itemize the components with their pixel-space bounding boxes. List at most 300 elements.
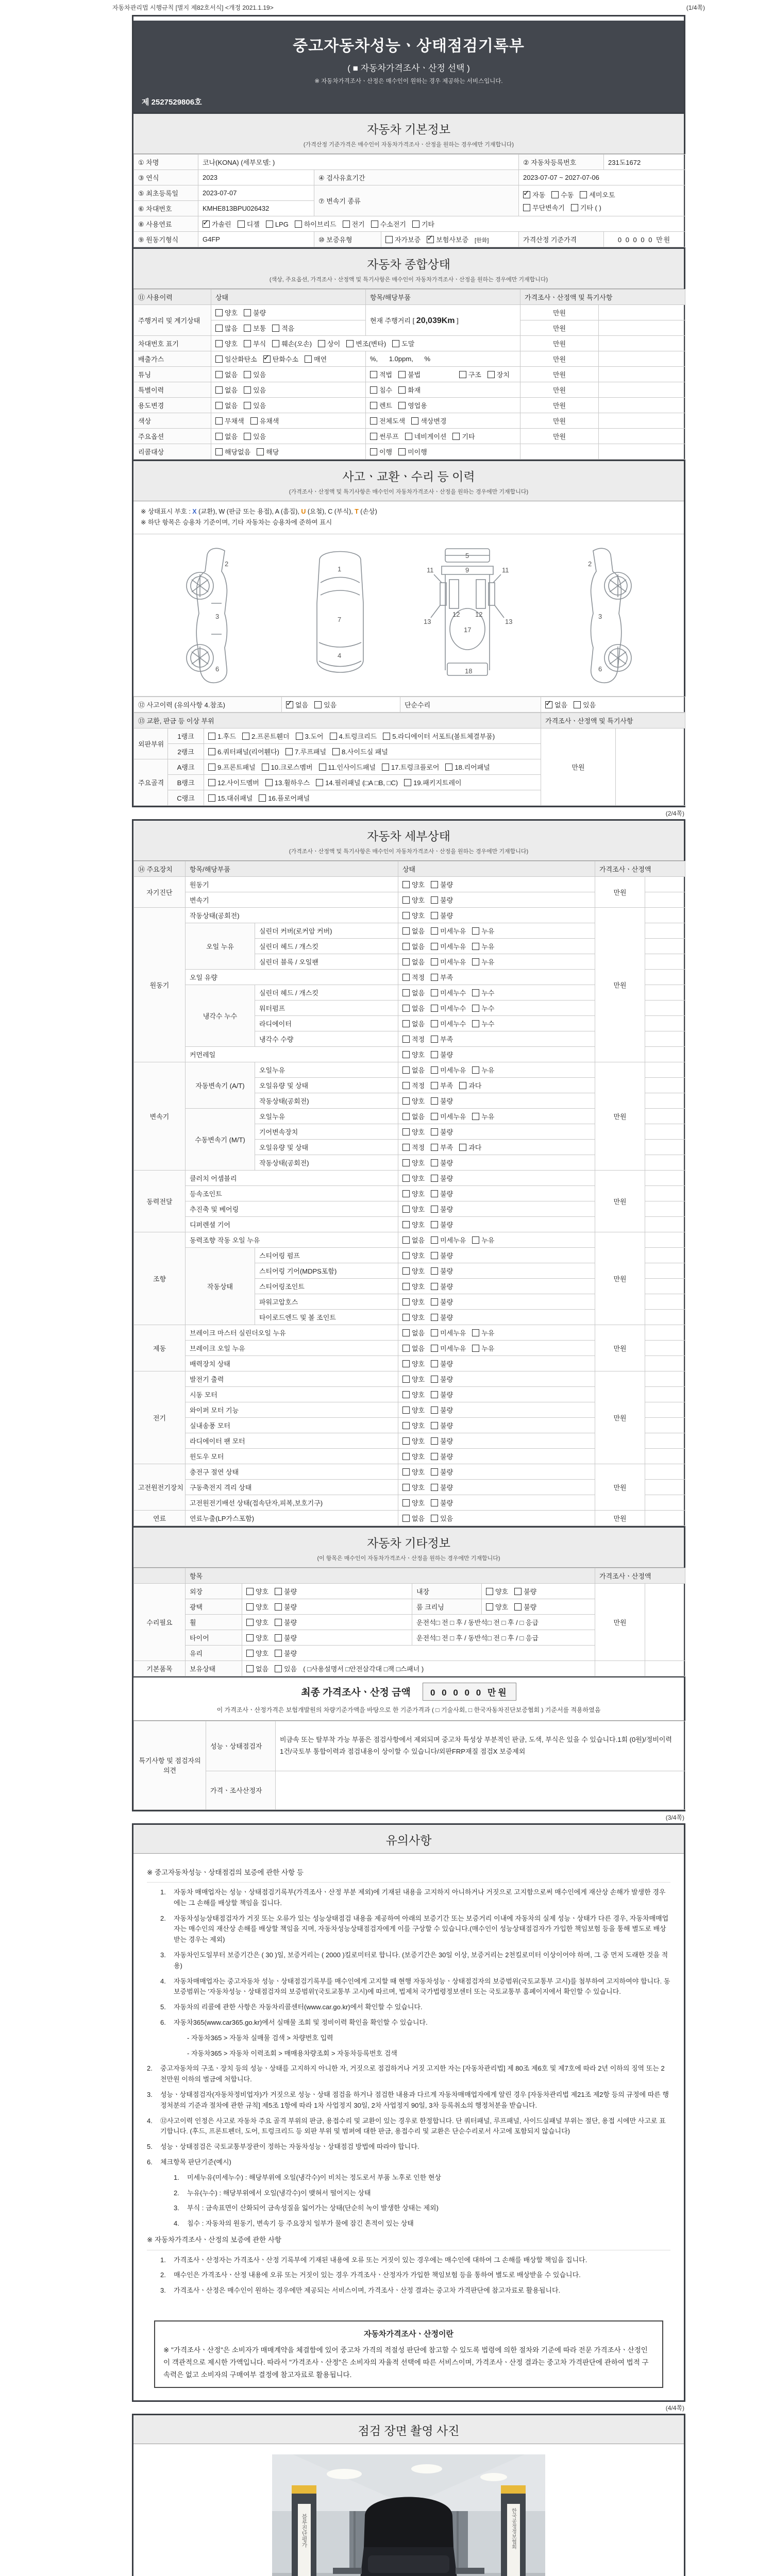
checkbox-icon[interactable] <box>402 1360 410 1367</box>
checkbox-option[interactable] <box>319 762 376 772</box>
checkbox-icon[interactable] <box>275 1665 282 1672</box>
checkbox-option[interactable] <box>431 1204 453 1214</box>
checkbox-option[interactable] <box>431 879 453 889</box>
checkbox-option[interactable] <box>427 234 468 244</box>
checkbox-icon[interactable] <box>431 943 438 950</box>
checkbox-icon[interactable] <box>431 1066 438 1074</box>
checkbox-option[interactable] <box>246 1617 268 1627</box>
checkbox-option[interactable] <box>370 385 392 395</box>
checkbox-icon[interactable] <box>445 764 452 771</box>
checkbox-option[interactable] <box>574 700 596 709</box>
checkbox-icon[interactable] <box>472 1113 479 1120</box>
checkbox-option[interactable] <box>346 338 386 348</box>
checkbox-option[interactable] <box>402 1420 425 1430</box>
checkbox-option[interactable] <box>203 219 231 229</box>
checkbox-option[interactable] <box>208 793 253 803</box>
checkbox-icon[interactable] <box>402 943 410 950</box>
checkbox-icon[interactable] <box>580 191 587 198</box>
checkbox-icon[interactable] <box>472 927 479 935</box>
checkbox-option[interactable] <box>402 895 425 905</box>
checkbox-icon[interactable] <box>431 1406 438 1414</box>
checkbox-option[interactable] <box>402 1328 425 1337</box>
checkbox-option[interactable] <box>275 1633 297 1642</box>
checkbox-icon[interactable] <box>238 221 245 228</box>
checkbox-option[interactable] <box>402 1235 425 1245</box>
checkbox-option[interactable] <box>402 1482 425 1492</box>
checkbox-icon[interactable] <box>246 1634 254 1641</box>
checkbox-icon[interactable] <box>295 221 302 228</box>
checkbox-icon[interactable] <box>402 927 410 935</box>
checkbox-option[interactable] <box>472 1343 494 1353</box>
checkbox-icon[interactable] <box>275 1588 282 1595</box>
checkbox-option[interactable] <box>431 1328 466 1337</box>
checkbox-icon[interactable] <box>402 1128 410 1136</box>
checkbox-option[interactable] <box>244 369 266 379</box>
checkbox-option[interactable] <box>398 385 421 395</box>
checkbox-option[interactable] <box>215 431 238 441</box>
checkbox-icon[interactable] <box>285 748 293 755</box>
checkbox-icon[interactable] <box>330 733 337 740</box>
checkbox-icon[interactable] <box>275 1619 282 1626</box>
checkbox-option[interactable] <box>305 354 327 364</box>
checkbox-option[interactable] <box>412 219 434 229</box>
checkbox-icon[interactable] <box>398 448 406 455</box>
checkbox-icon[interactable] <box>431 881 438 888</box>
checkbox-icon[interactable] <box>574 701 581 708</box>
checkbox-icon[interactable] <box>431 958 438 965</box>
checkbox-option[interactable] <box>402 1142 425 1152</box>
checkbox-icon[interactable] <box>452 433 460 440</box>
checkbox-option[interactable] <box>402 1034 425 1044</box>
checkbox-option[interactable] <box>431 1467 453 1477</box>
checkbox-option[interactable] <box>402 879 425 889</box>
checkbox-option[interactable] <box>402 1389 425 1399</box>
checkbox-icon[interactable] <box>431 1314 438 1321</box>
checkbox-option[interactable] <box>208 777 259 787</box>
checkbox-checked-icon[interactable] <box>263 355 271 363</box>
checkbox-icon[interactable] <box>215 325 223 332</box>
checkbox-icon[interactable] <box>250 417 258 425</box>
checkbox-icon[interactable] <box>431 1360 438 1367</box>
checkbox-icon[interactable] <box>305 355 312 363</box>
checkbox-option[interactable] <box>431 1127 453 1137</box>
checkbox-icon[interactable] <box>208 733 215 740</box>
checkbox-option[interactable] <box>244 338 266 348</box>
checkbox-option[interactable] <box>215 354 257 364</box>
checkbox-icon[interactable] <box>431 1499 438 1506</box>
checkbox-option[interactable] <box>382 762 439 772</box>
checkbox-icon[interactable] <box>402 881 410 888</box>
checkbox-icon[interactable] <box>459 1082 466 1089</box>
checkbox-icon[interactable] <box>514 1603 522 1611</box>
checkbox-option[interactable] <box>402 1189 425 1198</box>
checkbox-icon[interactable] <box>459 371 466 378</box>
checkbox-icon[interactable] <box>431 1345 438 1352</box>
checkbox-option[interactable] <box>244 323 266 333</box>
checkbox-icon[interactable] <box>402 989 410 996</box>
checkbox-icon[interactable] <box>514 1588 522 1595</box>
checkbox-option[interactable] <box>551 190 574 199</box>
checkbox-icon[interactable] <box>431 974 438 981</box>
checkbox-option[interactable] <box>246 1633 268 1642</box>
checkbox-option[interactable] <box>431 1096 453 1106</box>
checkbox-icon[interactable] <box>244 340 251 347</box>
checkbox-option[interactable] <box>402 1498 425 1507</box>
checkbox-icon[interactable] <box>275 1650 282 1657</box>
checkbox-option[interactable] <box>402 1204 425 1214</box>
checkbox-option[interactable] <box>402 1343 425 1353</box>
checkbox-option[interactable] <box>404 777 461 787</box>
checkbox-icon[interactable] <box>208 764 215 771</box>
checkbox-option[interactable] <box>238 219 260 229</box>
checkbox-option[interactable] <box>383 731 495 741</box>
checkbox-option[interactable] <box>250 416 279 426</box>
checkbox-icon[interactable] <box>262 764 269 771</box>
checkbox-checked-icon[interactable] <box>286 701 293 708</box>
checkbox-icon[interactable] <box>370 386 377 394</box>
checkbox-icon[interactable] <box>402 1020 410 1027</box>
checkbox-icon[interactable] <box>246 1650 254 1657</box>
checkbox-icon[interactable] <box>431 1515 438 1522</box>
checkbox-icon[interactable] <box>215 371 223 378</box>
checkbox-icon[interactable] <box>402 1144 410 1151</box>
checkbox-option[interactable] <box>431 1420 453 1430</box>
checkbox-icon[interactable] <box>402 1422 410 1429</box>
checkbox-icon[interactable] <box>411 417 418 425</box>
checkbox-option[interactable] <box>514 1586 536 1596</box>
checkbox-option[interactable] <box>208 731 236 741</box>
checkbox-option[interactable] <box>402 910 425 920</box>
checkbox-option[interactable] <box>431 1312 453 1322</box>
checkbox-option[interactable] <box>262 762 313 772</box>
checkbox-icon[interactable] <box>402 1453 410 1460</box>
checkbox-icon[interactable] <box>459 1144 466 1151</box>
checkbox-icon[interactable] <box>244 386 251 394</box>
checkbox-option[interactable] <box>370 447 392 456</box>
checkbox-option[interactable] <box>398 400 427 410</box>
checkbox-icon[interactable] <box>402 1484 410 1491</box>
checkbox-icon[interactable] <box>272 325 279 332</box>
checkbox-icon[interactable] <box>402 1036 410 1043</box>
checkbox-icon[interactable] <box>412 221 419 228</box>
checkbox-option[interactable] <box>402 1250 425 1260</box>
checkbox-option[interactable] <box>370 369 392 379</box>
checkbox-icon[interactable] <box>246 1588 254 1595</box>
checkbox-icon[interactable] <box>383 733 390 740</box>
checkbox-option[interactable] <box>402 957 425 967</box>
checkbox-icon[interactable] <box>431 1437 438 1445</box>
checkbox-icon[interactable] <box>370 433 377 440</box>
checkbox-option[interactable] <box>392 338 414 348</box>
checkbox-option[interactable] <box>275 1586 297 1596</box>
checkbox-option[interactable] <box>402 1266 425 1276</box>
checkbox-option[interactable] <box>371 219 406 229</box>
checkbox-option[interactable] <box>402 1127 425 1137</box>
checkbox-option[interactable] <box>215 385 238 395</box>
checkbox-option[interactable] <box>370 416 405 426</box>
checkbox-option[interactable] <box>431 988 466 997</box>
checkbox-icon[interactable] <box>382 764 389 771</box>
checkbox-option[interactable] <box>330 731 377 741</box>
checkbox-icon[interactable] <box>296 733 303 740</box>
checkbox-option[interactable] <box>332 747 388 756</box>
checkbox-option[interactable] <box>431 1189 453 1198</box>
checkbox-icon[interactable] <box>431 927 438 935</box>
checkbox-icon[interactable] <box>402 896 410 904</box>
checkbox-option[interactable] <box>431 1049 453 1059</box>
checkbox-option[interactable] <box>263 354 298 364</box>
checkbox-icon[interactable] <box>246 1603 254 1611</box>
checkbox-option[interactable] <box>431 910 453 920</box>
checkbox-icon[interactable] <box>402 1267 410 1275</box>
checkbox-option[interactable] <box>431 1266 453 1276</box>
checkbox-option[interactable] <box>405 431 447 441</box>
checkbox-icon[interactable] <box>431 1267 438 1275</box>
checkbox-option[interactable] <box>472 1065 494 1075</box>
checkbox-icon[interactable] <box>431 989 438 996</box>
checkbox-icon[interactable] <box>244 402 251 409</box>
checkbox-icon[interactable] <box>402 1391 410 1398</box>
checkbox-icon[interactable] <box>370 417 377 425</box>
checkbox-option[interactable] <box>488 369 510 379</box>
checkbox-icon[interactable] <box>431 1113 438 1120</box>
checkbox-icon[interactable] <box>275 1634 282 1641</box>
checkbox-icon[interactable] <box>402 1468 410 1476</box>
checkbox-icon[interactable] <box>398 386 406 394</box>
checkbox-option[interactable] <box>285 747 326 756</box>
checkbox-option[interactable] <box>402 972 425 982</box>
checkbox-icon[interactable] <box>431 1298 438 1306</box>
checkbox-icon[interactable] <box>402 1252 410 1259</box>
checkbox-icon[interactable] <box>402 1190 410 1197</box>
checkbox-icon[interactable] <box>244 371 251 378</box>
checkbox-icon[interactable] <box>215 386 223 394</box>
checkbox-icon[interactable] <box>402 1082 410 1089</box>
checkbox-option[interactable] <box>472 1235 494 1245</box>
checkbox-icon[interactable] <box>402 1298 410 1306</box>
checkbox-option[interactable] <box>275 1602 297 1612</box>
checkbox-icon[interactable] <box>431 1159 438 1166</box>
checkbox-option[interactable] <box>431 1019 466 1028</box>
checkbox-icon[interactable] <box>402 1499 410 1506</box>
checkbox-option[interactable] <box>523 202 565 212</box>
checkbox-icon[interactable] <box>215 433 223 440</box>
checkbox-icon[interactable] <box>402 1345 410 1352</box>
checkbox-icon[interactable] <box>431 1097 438 1105</box>
checkbox-option[interactable] <box>402 1297 425 1307</box>
checkbox-option[interactable] <box>246 1648 268 1658</box>
checkbox-icon[interactable] <box>431 1206 438 1213</box>
checkbox-icon[interactable] <box>215 402 223 409</box>
checkbox-icon[interactable] <box>246 1665 254 1672</box>
checkbox-option[interactable] <box>431 1158 453 1167</box>
checkbox-option[interactable] <box>257 447 279 456</box>
checkbox-option[interactable] <box>402 1312 425 1322</box>
checkbox-icon[interactable] <box>431 1329 438 1336</box>
checkbox-option[interactable] <box>431 1343 466 1353</box>
checkbox-option[interactable] <box>402 1003 425 1013</box>
checkbox-icon[interactable] <box>472 1345 479 1352</box>
checkbox-icon[interactable] <box>332 748 340 755</box>
checkbox-option[interactable] <box>402 1065 425 1075</box>
checkbox-option[interactable] <box>266 221 289 228</box>
checkbox-option[interactable] <box>445 762 490 772</box>
checkbox-option[interactable] <box>472 957 494 967</box>
checkbox-option[interactable] <box>431 1080 453 1090</box>
checkbox-option[interactable] <box>244 400 266 410</box>
checkbox-icon[interactable] <box>431 1453 438 1460</box>
checkbox-option[interactable] <box>296 731 324 741</box>
checkbox-icon[interactable] <box>402 1437 410 1445</box>
checkbox-option[interactable] <box>402 1281 425 1291</box>
checkbox-icon[interactable] <box>571 204 578 211</box>
checkbox-icon[interactable] <box>370 402 377 409</box>
checkbox-option[interactable] <box>318 338 340 348</box>
checkbox-option[interactable] <box>431 1281 453 1291</box>
checkbox-icon[interactable] <box>472 958 479 965</box>
checkbox-option[interactable] <box>431 1498 453 1507</box>
checkbox-icon[interactable] <box>488 371 495 378</box>
checkbox-icon[interactable] <box>275 1603 282 1611</box>
checkbox-icon[interactable] <box>431 1391 438 1398</box>
checkbox-icon[interactable] <box>402 1515 410 1522</box>
checkbox-icon[interactable] <box>208 748 215 755</box>
checkbox-option[interactable] <box>215 308 238 317</box>
checkbox-option[interactable] <box>286 700 308 709</box>
checkbox-option[interactable] <box>402 1080 425 1090</box>
checkbox-icon[interactable] <box>402 1406 410 1414</box>
checkbox-option[interactable] <box>272 338 312 348</box>
checkbox-option[interactable] <box>545 700 567 709</box>
checkbox-option[interactable] <box>215 447 250 456</box>
checkbox-icon[interactable] <box>385 236 393 243</box>
checkbox-icon[interactable] <box>402 1175 410 1182</box>
checkbox-checked-icon[interactable] <box>523 191 530 198</box>
checkbox-option[interactable] <box>431 941 466 951</box>
checkbox-option[interactable] <box>431 1065 466 1075</box>
checkbox-icon[interactable] <box>265 779 273 786</box>
checkbox-icon[interactable] <box>215 417 223 425</box>
checkbox-icon[interactable] <box>398 402 406 409</box>
checkbox-option[interactable] <box>242 731 290 741</box>
checkbox-icon[interactable] <box>398 371 406 378</box>
checkbox-icon[interactable] <box>370 371 377 378</box>
checkbox-icon[interactable] <box>402 1159 410 1166</box>
checkbox-checked-icon[interactable] <box>427 236 434 243</box>
checkbox-icon[interactable] <box>402 1329 410 1336</box>
checkbox-checked-icon[interactable] <box>545 701 552 708</box>
checkbox-icon[interactable] <box>314 701 322 708</box>
checkbox-icon[interactable] <box>371 221 378 228</box>
checkbox-option[interactable] <box>472 926 494 936</box>
checkbox-option[interactable] <box>459 1142 481 1152</box>
checkbox-option[interactable] <box>402 1513 425 1523</box>
checkbox-icon[interactable] <box>402 974 410 981</box>
checkbox-option[interactable] <box>215 338 238 348</box>
checkbox-icon[interactable] <box>405 433 412 440</box>
checkbox-icon[interactable] <box>431 1252 438 1259</box>
checkbox-icon[interactable] <box>431 1422 438 1429</box>
checkbox-option[interactable] <box>259 793 310 803</box>
checkbox-icon[interactable] <box>431 1283 438 1290</box>
checkbox-icon[interactable] <box>431 1236 438 1244</box>
checkbox-icon[interactable] <box>431 1221 438 1228</box>
checkbox-option[interactable] <box>272 323 294 333</box>
checkbox-option[interactable] <box>452 431 475 441</box>
checkbox-option[interactable] <box>431 1142 453 1152</box>
checkbox-icon[interactable] <box>472 1329 479 1336</box>
checkbox-icon[interactable] <box>431 1005 438 1012</box>
checkbox-icon[interactable] <box>551 191 559 198</box>
checkbox-option[interactable] <box>431 1405 453 1415</box>
checkbox-option[interactable] <box>431 895 453 905</box>
checkbox-icon[interactable] <box>431 1020 438 1027</box>
checkbox-icon[interactable] <box>431 1082 438 1089</box>
checkbox-icon[interactable] <box>472 943 479 950</box>
checkbox-option[interactable] <box>402 1436 425 1446</box>
checkbox-icon[interactable] <box>208 779 215 786</box>
checkbox-icon[interactable] <box>208 794 215 802</box>
checkbox-option[interactable] <box>431 1359 453 1368</box>
checkbox-icon[interactable] <box>402 1283 410 1290</box>
checkbox-option[interactable] <box>431 957 466 967</box>
checkbox-option[interactable] <box>343 219 365 229</box>
checkbox-icon[interactable] <box>431 1468 438 1476</box>
checkbox-option[interactable] <box>402 941 425 951</box>
checkbox-option[interactable] <box>431 1219 453 1229</box>
checkbox-option[interactable] <box>431 1436 453 1446</box>
checkbox-option[interactable] <box>246 1586 268 1596</box>
checkbox-option[interactable] <box>472 1111 494 1121</box>
checkbox-option[interactable] <box>472 941 494 951</box>
checkbox-icon[interactable] <box>244 309 251 316</box>
checkbox-option[interactable] <box>402 1374 425 1384</box>
checkbox-icon[interactable] <box>431 1036 438 1043</box>
checkbox-checked-icon[interactable] <box>203 221 210 228</box>
checkbox-option[interactable] <box>402 1049 425 1059</box>
checkbox-option[interactable] <box>208 762 256 772</box>
checkbox-icon[interactable] <box>472 1066 479 1074</box>
checkbox-option[interactable] <box>431 1374 453 1384</box>
checkbox-icon[interactable] <box>472 989 479 996</box>
checkbox-option[interactable] <box>402 1359 425 1368</box>
checkbox-option[interactable] <box>370 431 399 441</box>
checkbox-option[interactable] <box>431 1297 453 1307</box>
checkbox-option[interactable] <box>431 1111 466 1121</box>
checkbox-icon[interactable] <box>472 1236 479 1244</box>
checkbox-icon[interactable] <box>486 1603 493 1611</box>
checkbox-icon[interactable] <box>244 433 251 440</box>
checkbox-icon[interactable] <box>343 221 350 228</box>
checkbox-option[interactable] <box>246 1602 268 1612</box>
checkbox-icon[interactable] <box>431 1175 438 1182</box>
checkbox-icon[interactable] <box>402 1113 410 1120</box>
checkbox-option[interactable] <box>215 416 244 426</box>
checkbox-option[interactable] <box>215 369 238 379</box>
checkbox-icon[interactable] <box>472 1020 479 1027</box>
checkbox-icon[interactable] <box>523 204 530 211</box>
checkbox-option[interactable] <box>402 988 425 997</box>
checkbox-option[interactable] <box>431 1003 466 1013</box>
checkbox-icon[interactable] <box>402 1066 410 1074</box>
checkbox-icon[interactable] <box>431 1484 438 1491</box>
checkbox-option[interactable] <box>431 1389 453 1399</box>
checkbox-icon[interactable] <box>318 340 325 347</box>
checkbox-option[interactable] <box>402 926 425 936</box>
checkbox-option[interactable] <box>431 972 453 982</box>
checkbox-option[interactable] <box>459 1080 481 1090</box>
checkbox-option[interactable] <box>275 1617 297 1627</box>
